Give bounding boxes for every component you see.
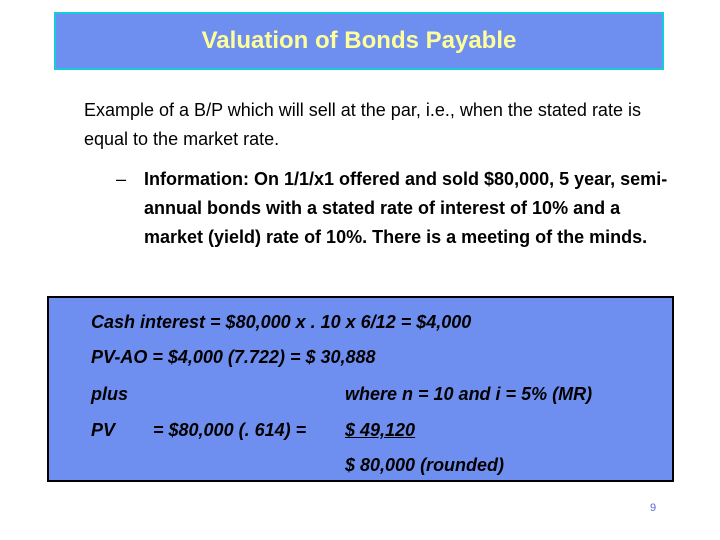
pv-value: $ 49,120 <box>345 420 416 440</box>
where-condition: where n = 10 and i = 5% (MR) <box>345 384 593 404</box>
calculation-box <box>47 296 674 482</box>
page-number: 9 <box>650 502 657 514</box>
information-text: Information: On 1/1/x1 offered and sold $80,000, 5 year, semi-annual bonds with a stated rate of interest of 10% and a market (yield) rate of 10%. There is a meeting of the minds. <box>144 169 668 247</box>
information-bullet <box>116 165 676 252</box>
slide-title-banner <box>54 12 664 70</box>
pv-label: PV <box>91 420 116 440</box>
bullet-dash: – <box>116 169 127 189</box>
cash-interest-line: Cash interest = $80,000 x . 10 x 6/12 = $4,000 <box>91 312 472 332</box>
slide-title: Valuation of Bonds Payable <box>201 27 517 54</box>
pv-formula: = $80,000 (. 614) = <box>153 420 307 440</box>
pv-ao-line: PV-AO = $4,000 (7.722) = $ 30,888 <box>91 347 376 367</box>
total-value: $ 80,000 (rounded) <box>345 455 505 475</box>
intro-paragraph: Example of a B/P which will sell at the par, i.e., when the stated rate is equal to the market rate. <box>84 100 641 149</box>
plus-label: plus <box>91 384 129 404</box>
